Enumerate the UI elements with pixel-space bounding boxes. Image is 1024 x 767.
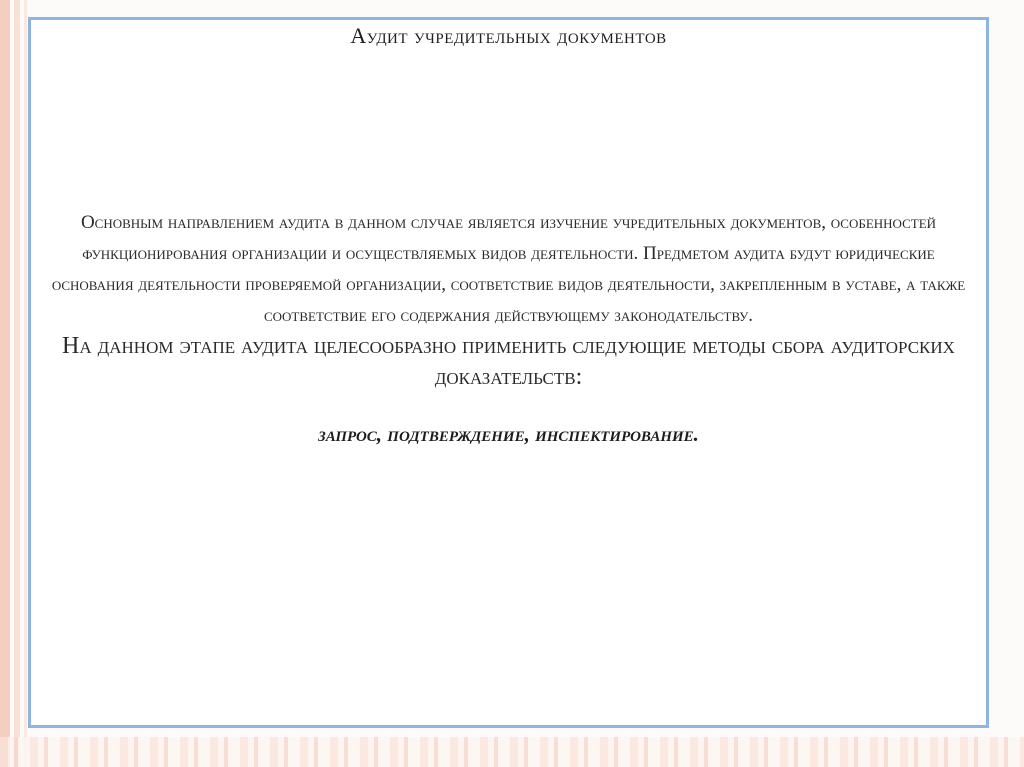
body-paragraph-methods-intro: На данном этапе аудита целесообразно применить следующие методы сбора аудиторских доказательств: xyxy=(62,333,955,390)
decorative-stripe xyxy=(14,0,20,767)
decorative-stripe xyxy=(0,0,10,767)
decorative-stripe xyxy=(24,0,27,767)
body-paragraph-methods-list: запрос, подтверждение, инспектирование. xyxy=(318,422,699,446)
body-paragraph-main: Основным направлением аудита в данном случае является изучение учредительных документов, особенностей функционирования организации и осуществляемых видов деятельности. Предметом аудита будут юридические основания деятельности проверяемой организации, соответствие видов деятельности, закрепленным в уставе, а также соответствие его содержания действующему законодательству. xyxy=(51,212,966,326)
slide-title: Аудит учредительных документов xyxy=(350,23,667,48)
decorative-bottom-band xyxy=(0,737,1024,767)
slide-frame xyxy=(28,17,989,728)
slide-body xyxy=(45,207,972,447)
